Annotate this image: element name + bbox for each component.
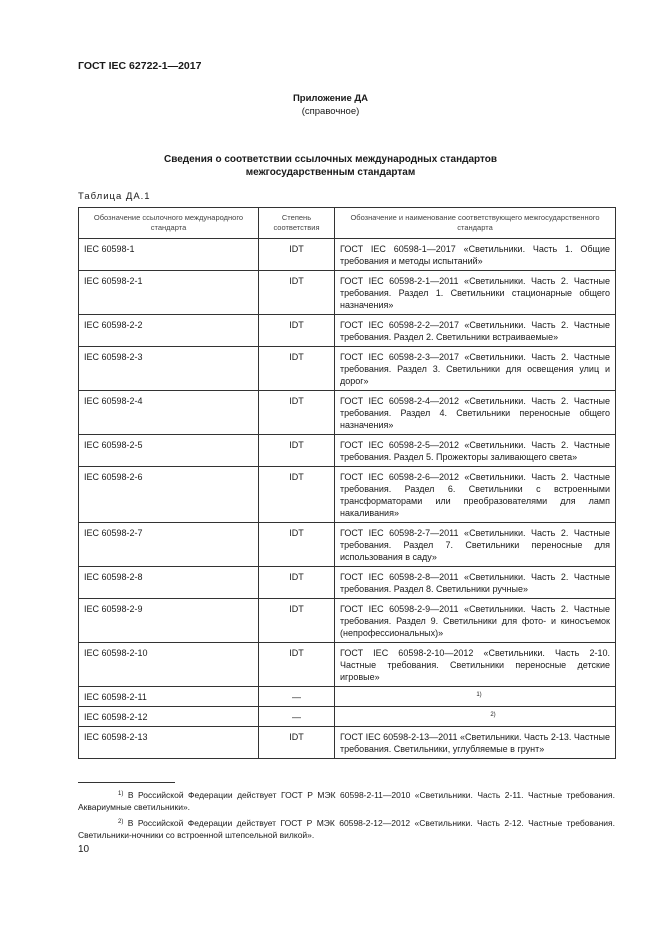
footnote-reference-mark: 2) [490, 712, 496, 718]
footnote [78, 789, 615, 813]
footnote [78, 817, 615, 841]
table-row [79, 599, 616, 643]
table-row [79, 567, 616, 599]
cell-degree: — [259, 687, 335, 707]
table-header-row [79, 208, 616, 239]
cell-reference: IEC 60598-2-13 [79, 727, 259, 759]
cell-degree: IDT [259, 467, 335, 523]
cell-degree: IDT [259, 271, 335, 315]
cell-reference: IEC 60598-2-8 [79, 567, 259, 599]
cell-degree: IDT [259, 347, 335, 391]
header-reference-standard: Обозначение ссылочного международного стандарта [79, 208, 259, 239]
cell-description: ГОСТ IEC 60598-2-5—2012 «Светильники. Часть 2. Частные требования. Раздел 5. Прожекторы заливающего света» [335, 435, 616, 467]
cell-description [335, 707, 616, 727]
cell-description: ГОСТ IEC 60598-2-4—2012 «Светильники. Часть 2. Частные требования. Раздел 4. Светильники переносные общего назначения» [335, 391, 616, 435]
table-row [79, 643, 616, 687]
cell-reference: IEC 60598-2-3 [79, 347, 259, 391]
cell-degree: IDT [259, 727, 335, 759]
header-interstate-standard: Обозначение и наименование соответствующего межгосударственного стандарта [335, 208, 616, 239]
section-title-line-2: межгосударственным стандартам [245, 167, 416, 178]
cell-degree: IDT [259, 239, 335, 271]
table-row [79, 727, 616, 759]
cell-description [335, 687, 616, 707]
cell-description: ГОСТ IEC 60598-2-3—2017 «Светильники. Часть 2. Частные требования. Раздел 3. Светильники для освещения улиц и дорог» [335, 347, 616, 391]
appendix-heading [0, 92, 661, 118]
table-row [79, 523, 616, 567]
table-row [79, 315, 616, 347]
cell-degree: IDT [259, 599, 335, 643]
footnote-text: В Российской Федерации действует ГОСТ Р МЭК 60598-2-12—2012 «Светильники. Часть 2-12. Частные требования. Светильники-ночники со встроенной штепсельной вилкой». [78, 818, 615, 840]
cell-degree: IDT [259, 567, 335, 599]
cell-description: ГОСТ IEC 60598-1—2017 «Светильники. Часть 1. Общие требования и методы испытаний» [335, 239, 616, 271]
cell-description: ГОСТ IEC 60598-2-6—2012 «Светильники. Часть 2. Частные требования. Раздел 6. Светильники с встроенными трансформаторами или преобразователями для ламп накаливания» [335, 467, 616, 523]
table-row [79, 707, 616, 727]
table-row [79, 391, 616, 435]
table-row [79, 271, 616, 315]
standards-correspondence-table [78, 207, 616, 759]
table-row [79, 239, 616, 271]
cell-reference: IEC 60598-1 [79, 239, 259, 271]
cell-description: ГОСТ IEC 60598-2-10—2012 «Светильники. Часть 2-10. Частные требования. Светильники переносные детские игровые» [335, 643, 616, 687]
cell-degree: — [259, 707, 335, 727]
cell-reference: IEC 60598-2-10 [79, 643, 259, 687]
header-degree-of-correspondence: Степень соответствия [259, 208, 335, 239]
cell-reference: IEC 60598-2-6 [79, 467, 259, 523]
footnote-text: В Российской Федерации действует ГОСТ Р МЭК 60598-2-11—2010 «Светильники. Часть 2-11. Частные требования. Аквариумные светильники». [78, 790, 615, 812]
cell-description: ГОСТ IEC 60598-2-9—2011 «Светильники. Часть 2. Частные требования. Раздел 9. Светильники для фото- и киносъемок (непрофессиональных)» [335, 599, 616, 643]
appendix-subtitle: (справочное) [301, 106, 360, 117]
cell-description: ГОСТ IEC 60598-2-1—2011 «Светильники. Часть 2. Частные требования. Раздел 1. Светильники стационарные общего назначения» [335, 271, 616, 315]
cell-reference: IEC 60598-2-11 [79, 687, 259, 707]
cell-reference: IEC 60598-2-5 [79, 435, 259, 467]
standard-code-header: ГОСТ IEC 62722-1—2017 [78, 60, 202, 72]
cell-degree: IDT [259, 315, 335, 347]
section-title [0, 153, 661, 179]
cell-degree: IDT [259, 435, 335, 467]
table-row [79, 467, 616, 523]
cell-description: ГОСТ IEC 60598-2-2—2017 «Светильники. Часть 2. Частные требования. Раздел 2. Светильники встраиваемые» [335, 315, 616, 347]
section-title-line-1: Сведения о соответствии ссылочных международных стандартов [163, 154, 498, 165]
cell-description: ГОСТ IEC 60598-2-13—2011 «Светильники. Часть 2-13. Частные требования. Светильники, углубляемые в грунт» [335, 727, 616, 759]
cell-description: ГОСТ IEC 60598-2-7—2011 «Светильники. Часть 2. Частные требования. Раздел 7. Светильники переносные для использования в саду» [335, 523, 616, 567]
cell-degree: IDT [259, 391, 335, 435]
footnote-mark: 2) [118, 819, 124, 825]
footnotes [78, 782, 615, 845]
table-row [79, 687, 616, 707]
page-number: 10 [78, 844, 90, 855]
footnote-separator [78, 782, 175, 783]
cell-reference: IEC 60598-2-2 [79, 315, 259, 347]
cell-reference: IEC 60598-2-4 [79, 391, 259, 435]
table-label: Таблица ДА.1 [78, 191, 151, 202]
appendix-title: Приложение ДА [292, 93, 369, 104]
cell-reference: IEC 60598-2-1 [79, 271, 259, 315]
footnote-mark: 1) [118, 791, 124, 797]
cell-degree: IDT [259, 523, 335, 567]
cell-degree: IDT [259, 643, 335, 687]
table-row [79, 347, 616, 391]
cell-description: ГОСТ IEC 60598-2-8—2011 «Светильники. Часть 2. Частные требования. Раздел 8. Светильники ручные» [335, 567, 616, 599]
cell-reference: IEC 60598-2-12 [79, 707, 259, 727]
cell-reference: IEC 60598-2-7 [79, 523, 259, 567]
footnote-reference-mark: 1) [476, 692, 482, 698]
table-row [79, 435, 616, 467]
cell-reference: IEC 60598-2-9 [79, 599, 259, 643]
